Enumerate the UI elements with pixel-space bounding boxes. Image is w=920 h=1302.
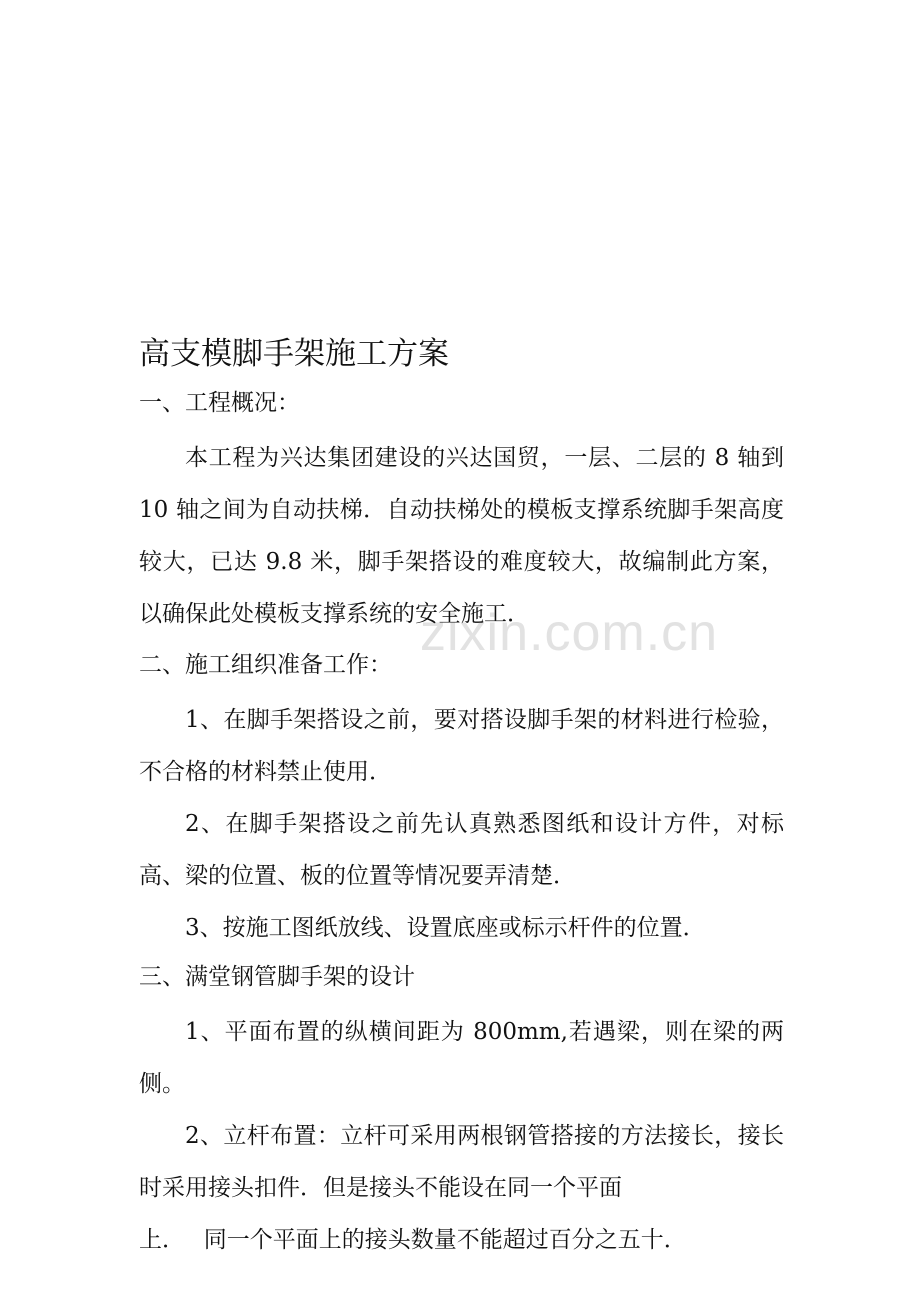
page-title: 高支模脚手架施工方案 bbox=[139, 336, 449, 372]
paragraph-design-1: 1、平面布置的纵横间距为 800mm,若遇梁，则在梁的两侧。 bbox=[139, 1019, 784, 1097]
document-body bbox=[139, 328, 784, 1266]
paragraph-overview: 本工程为兴达集团建设的兴达国贸，一层、二层的 8 轴到 10 轴之间为自动扶梯．自动扶梯处的模板支撑系统脚手架高度较大，已达 9.8 米，脚手架搭设的难度较大，故编制此方案，以确保此处模板支撑系统的安全施工． bbox=[139, 445, 784, 627]
section-heading-preparation: 二、施工组织准备工作： bbox=[139, 652, 392, 678]
paragraph-design-2: 2、立杆布置：立杆可采用两根钢管搭接的方法接长，接长时采用接头扣件．但是接头不能设在同一个平面 bbox=[139, 1123, 784, 1201]
paragraph-preparation-1: 1、在脚手架搭设之前，要对搭设脚手架的材料进行检验，不合格的材料禁止使用． bbox=[139, 707, 784, 785]
paragraph-design-2-continued: 上． 同一个平面上的接头数量不能超过百分之五十． bbox=[139, 1227, 687, 1253]
paragraph-preparation-3: 3、按施工图纸放线、设置底座或标示杆件的位置． bbox=[185, 915, 706, 941]
section-heading-overview: 一、工程概况： bbox=[139, 390, 300, 416]
paragraph-preparation-2: 2、在脚手架搭设之前先认真熟悉图纸和设计方件，对标高、梁的位置、板的位置等情况要弄清楚． bbox=[139, 811, 784, 889]
section-heading-design: 三、满堂钢管脚手架的设计 bbox=[139, 964, 415, 990]
watermark: zixin.com.cn bbox=[420, 604, 719, 662]
